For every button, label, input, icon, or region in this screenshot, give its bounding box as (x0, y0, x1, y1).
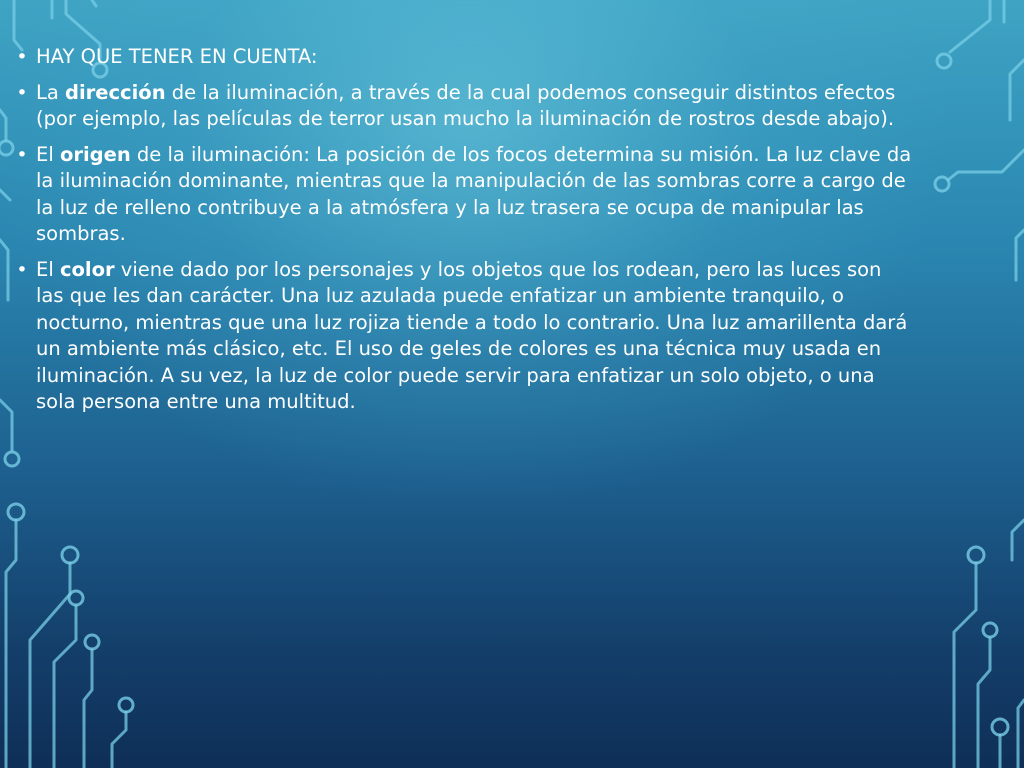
bullet-dot-icon: • (16, 258, 28, 281)
bullet-dot-icon: • (16, 81, 28, 104)
slide-content (14, 44, 914, 425)
bullet-list (14, 44, 914, 416)
keyword-direccion: dirección (65, 80, 166, 104)
bullet-dot-icon: • (16, 143, 28, 166)
bullet-direccion (14, 80, 914, 133)
keyword-color: color (59, 257, 115, 281)
bullet-text-body: de la iluminación: La posición de los focos determina su misión. La luz clave da la iluminación dominante, mientras que la manipulación de las sombras corre a cargo de la luz de relleno contribuye a la atmósfera y la luz trasera se ocupa de manipular las sombras. (36, 142, 912, 245)
bullet-text-body: viene dado por los personajes y los objetos que los rodean, pero las luces son las que les dan carácter. Una luz azulada puede enfatizar un ambiente tranquilo, o nocturno, mientras que una luz rojiza tiende a todo lo contrario. Una luz amarillenta dará un ambiente más clásico, etc. El uso de geles de colores es una técnica muy usada en iluminación. A su vez, la luz de color puede servir para enfatizar un solo objeto, o una sola persona entre una multitud. (36, 257, 908, 413)
bullet-text-prefix: El (36, 142, 60, 166)
bullet-text-body: de la iluminación, a través de la cual podemos conseguir distintos efectos (por ejemplo, las películas de terror usan mucho la iluminación de rostros desde abajo). (36, 80, 896, 130)
bullet-text-prefix: El (36, 257, 60, 281)
bullet-origen (14, 142, 914, 248)
bullet-heading (14, 44, 914, 71)
heading-text: HAY QUE TENER EN CUENTA: (36, 45, 318, 68)
bullet-text-prefix: La (36, 80, 66, 104)
keyword-origen: origen (59, 142, 131, 166)
bullet-dot-icon: • (16, 46, 28, 68)
bullet-color (14, 257, 914, 416)
